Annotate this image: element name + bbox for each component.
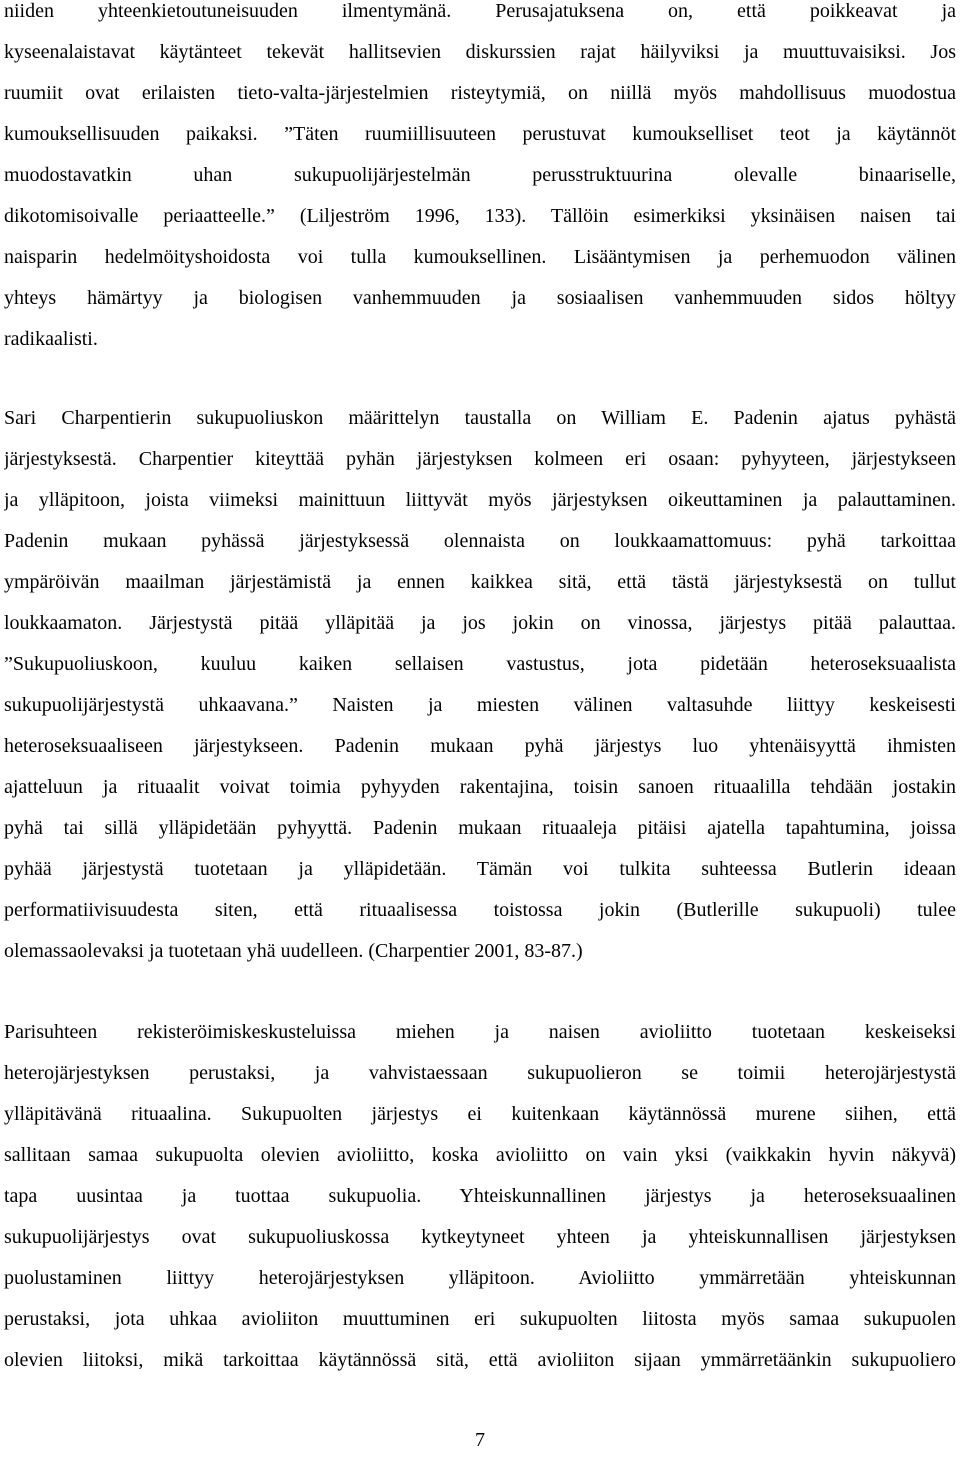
text-line: yhteys hämärtyy ja biologisen vanhemmuuden ja sosiaalisen vanhemmuuden sidos höltyy [4,287,956,309]
text-line: loukkaamaton. Järjestystä pitää ylläpitää ja jos jokin on vinossa, järjestys pitää palauttaa. [4,612,956,634]
text-line: ruumiit ovat erilaisten tieto-valta-järjestelmien risteytymiä, on niillä myös mahdollisuus muodostua [4,82,956,104]
text-line: olemassaolevaksi ja tuotetaan yhä uudelleen. (Charpentier 2001, 83-87.) [4,940,583,962]
text-line: olevien liitoksi, mikä tarkoittaa käytännössä sitä, että avioliiton sijaan ymmärretäänkin sukupuoliero [4,1349,956,1371]
text-line: sallitaan samaa sukupuolta olevien avioliitto, koska avioliitto on vain yksi (vaikkakin hyvin näkyvä) [4,1144,956,1166]
text-line: sukupuolijärjestys ovat sukupuoliuskossa kytkeytyneet yhteen ja yhteiskunnallisen järjestyksen [4,1226,956,1248]
text-line: heterojärjestyksen perustaksi, ja vahvistaessaan sukupuolieron se toimii heterojärjestystä [4,1062,956,1084]
text-line: Sari Charpentierin sukupuoliuskon määrittelyn taustalla on William E. Padenin ajatus pyhästä [4,407,956,429]
text-line: ja ylläpitoon, joista viimeksi mainittuun liittyvät myös järjestyksen oikeuttaminen ja palauttaminen. [4,489,956,511]
text-line: perustaksi, jota uhkaa avioliiton muuttuminen eri sukupuolten liitosta myös samaa sukupuolen [4,1308,956,1330]
text-line: niiden yhteenkietoutuneisuuden ilmentymänä. Perusajatuksena on, että poikkeavat ja [4,0,956,22]
text-line: dikotomisoivalle periaatteelle.” (Liljeström 1996, 133). Tällöin esimerkiksi yksinäisen naisen tai [4,205,956,227]
text-line: kumouksellisuuden paikaksi. ”Täten ruumiillisuuteen perustuvat kumoukselliset teot ja käytännöt [4,123,956,145]
text-line: puolustaminen liittyy heterojärjestyksen ylläpitoon. Avioliitto ymmärretään yhteiskunnan [4,1267,956,1289]
text-line: järjestyksestä. Charpentier kiteyttää pyhän järjestyksen kolmeen eri osaan: pyhyyteen, järjestykseen [4,448,956,470]
text-line: heteroseksuaaliseen järjestykseen. Padenin mukaan pyhä järjestys luo yhtenäisyyttä ihmisten [4,735,956,757]
text-line: radikaalisti. [4,328,98,350]
text-line: pyhää järjestystä tuotetaan ja ylläpidetään. Tämän voi tulkita suhteessa Butlerin ideaan [4,858,956,880]
text-line: ”Sukupuoliuskoon, kuuluu kaiken sellaisen vastustus, jota pidetään heteroseksuaalista [4,653,956,675]
text-line: performatiivisuudesta siten, että rituaalisessa toistossa jokin (Butlerille sukupuoli) tulee [4,899,956,921]
text-line: ajatteluun ja rituaalit voivat toimia pyhyyden rakentajina, toisin sanoen rituaalilla tehdään jostakin [4,776,956,798]
text-line: Padenin mukaan pyhässä järjestyksessä olennaista on loukkaamattomuus: pyhä tarkoittaa [4,530,956,552]
page-number: 7 [475,1429,485,1451]
text-line: naisparin hedelmöityshoidosta voi tulla kumouksellinen. Lisääntymisen ja perhemuodon välinen [4,246,956,268]
text-line: sukupuolijärjestystä uhkaavana.” Naisten ja miesten välinen valtasuhde liittyy keskeisesti [4,694,956,716]
text-line: muodostavatkin uhan sukupuolijärjestelmän perusstruktuurina olevalle binaariselle, [4,164,956,186]
text-line: Parisuhteen rekisteröimiskeskusteluissa miehen ja naisen avioliitto tuotetaan keskeiseksi [4,1021,956,1043]
text-line: ylläpitävänä rituaalina. Sukupuolten järjestys ei kuitenkaan käytännössä murene siihen, että [4,1103,956,1125]
text-line: ympäröivän maailman järjestämistä ja ennen kaikkea sitä, että tästä järjestyksestä on tullut [4,571,956,593]
text-line: kyseenalaistavat käytänteet tekevät hallitsevien diskurssien rajat häilyviksi ja muuttuvaisiksi. Jos [4,41,956,63]
text-line: pyhä tai sillä ylläpidetään pyhyyttä. Padenin mukaan rituaaleja pitäisi ajatella tapahtumina, joissa [4,817,956,839]
paragraph-1 [4,0,956,360]
text-line: tapa uusintaa ja tuottaa sukupuolia. Yhteiskunnallinen järjestys ja heteroseksuaalinen [4,1185,956,1207]
paragraph-2 [4,398,956,972]
paragraph-3 [4,1012,956,1381]
